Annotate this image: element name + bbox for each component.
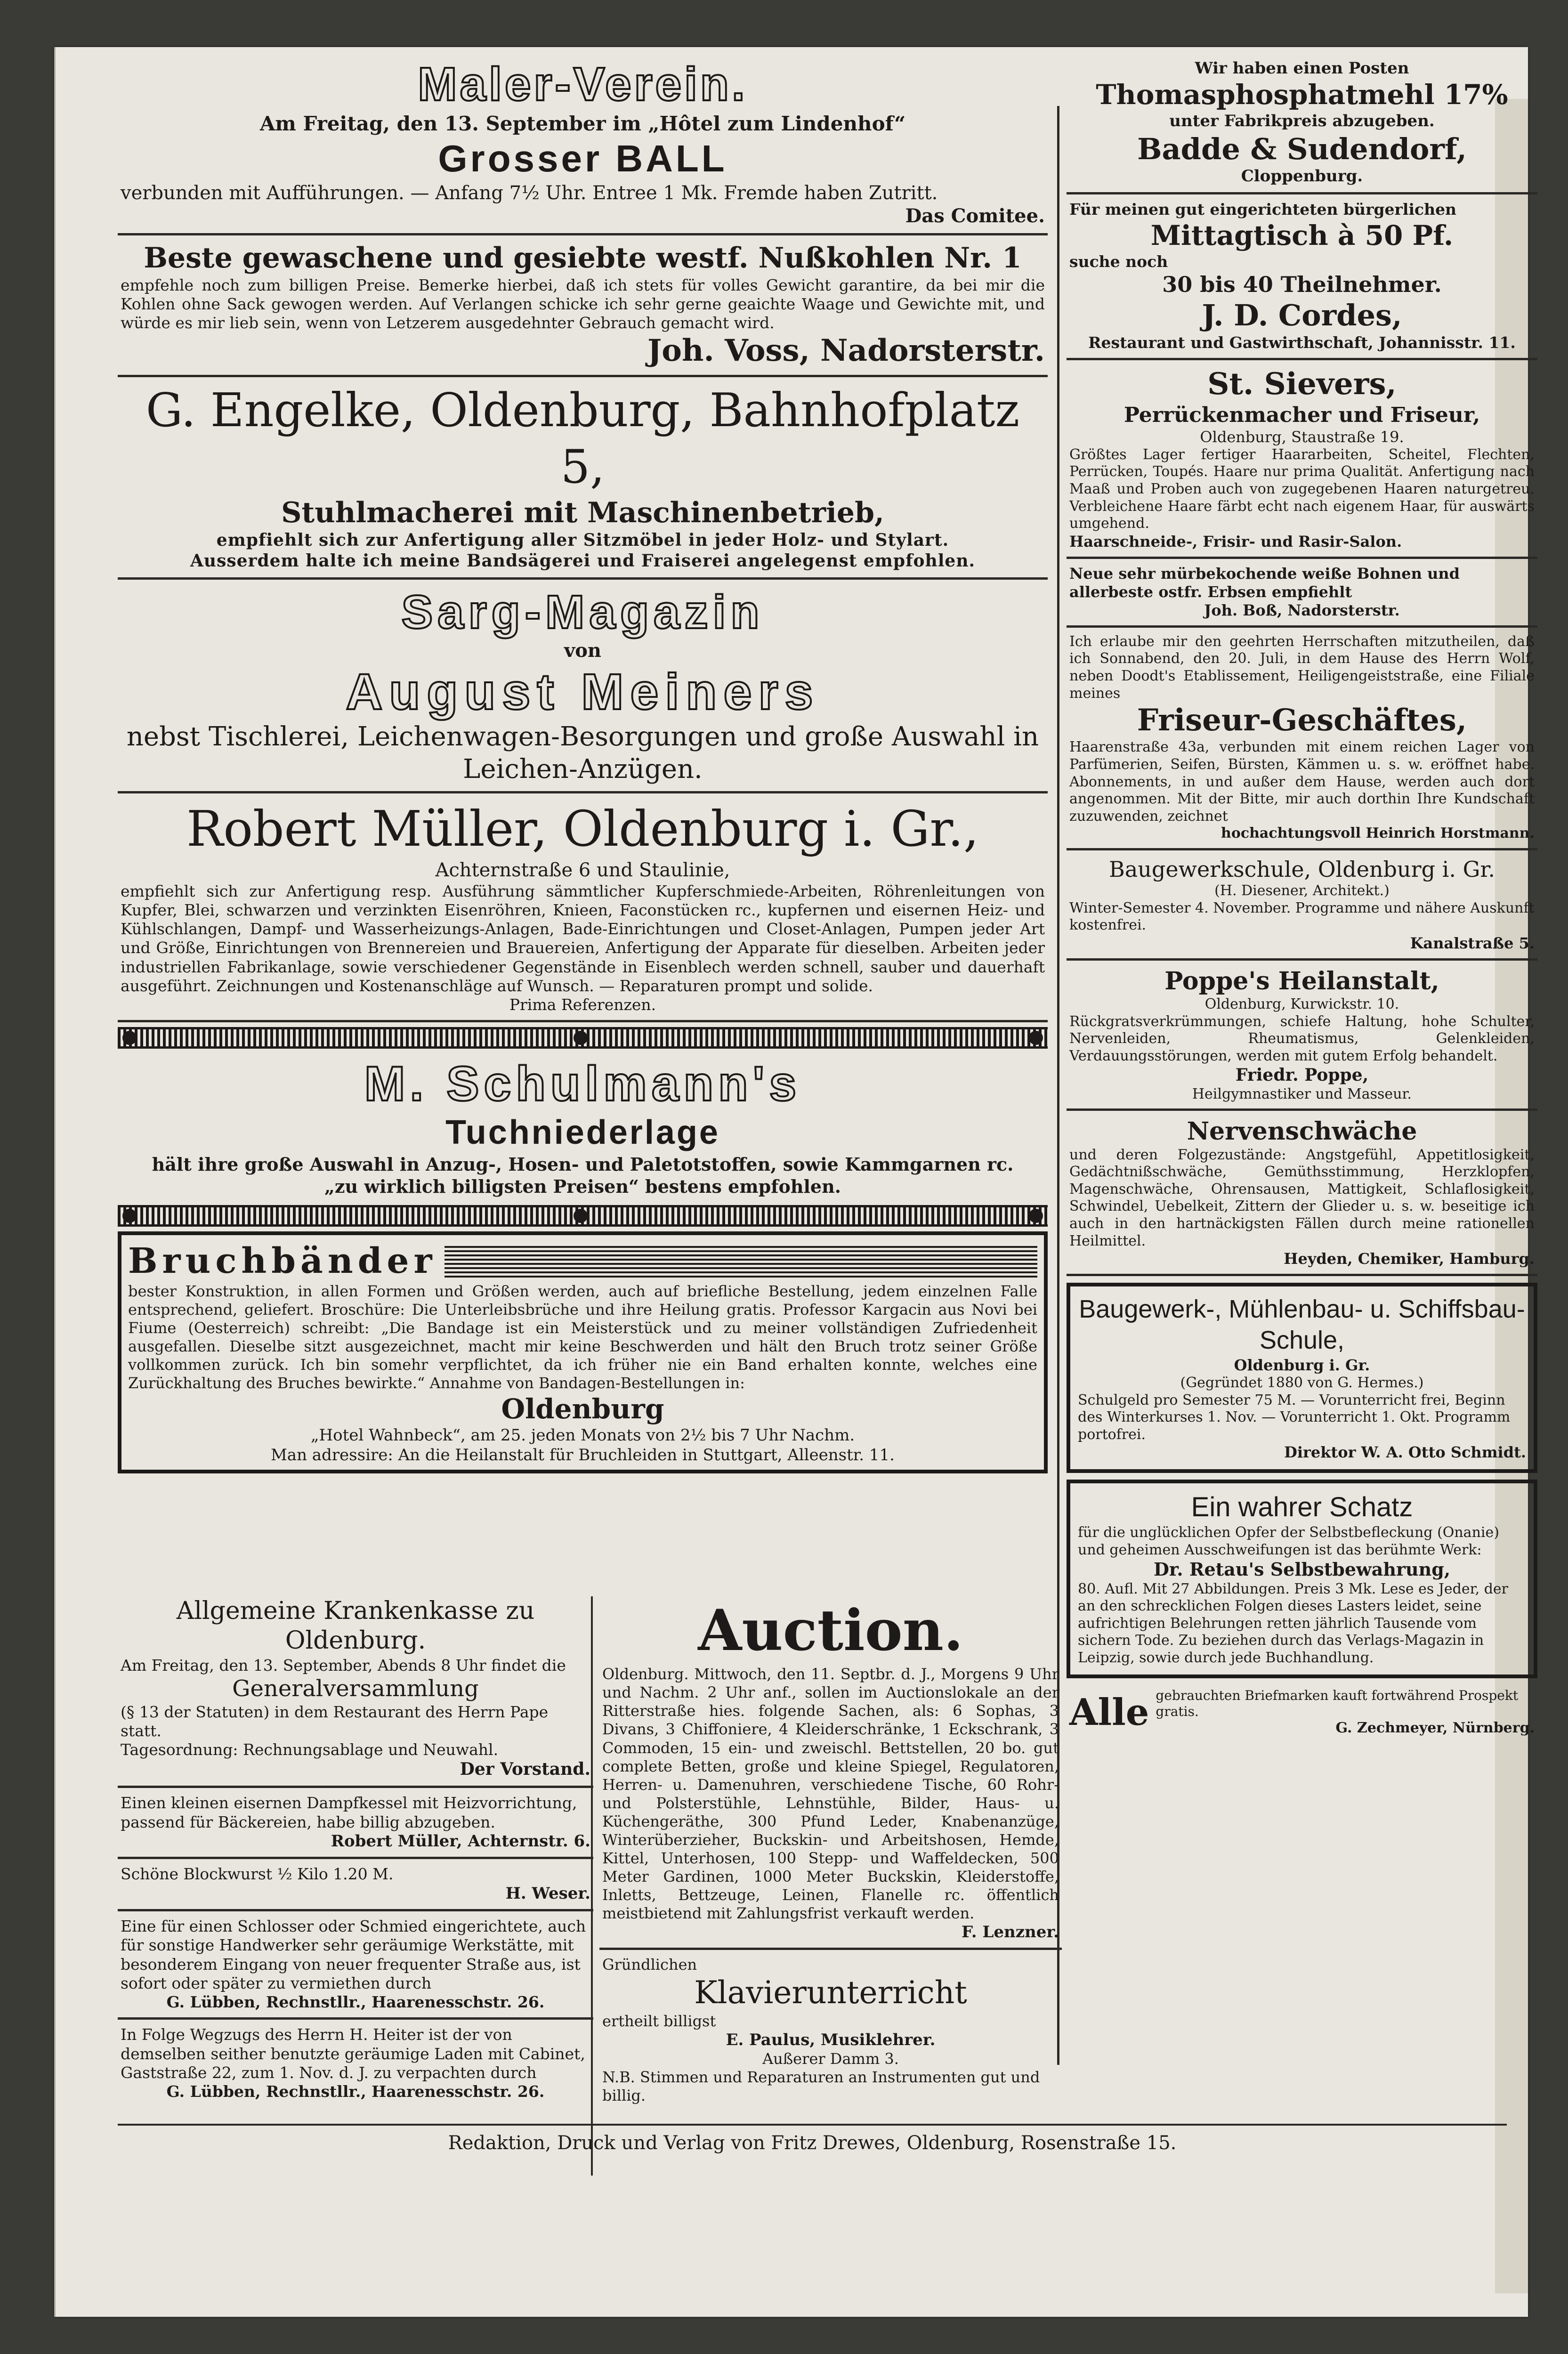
thomas-line5: Cloppenburg. [1241,167,1363,186]
sievers-text: Größtes Lager fertiger Haararbeiten, Scheitel, Flechten, Perrücken, Toupés. Haare nur prima Qualität. Anfertigung nach Maaß und Proben auch von zugegebenen Haaren naturgetreu. Verbleichene Haare färbt echt nach eigenem Haar, für auswärts umgehend. [1069,446,1535,532]
friseur-text2: Haarenstraße 43a, verbunden mit einem reichen Lager von Parfümerien, Seifen, Bürsten, Kämmen u. s. w. eröffnet habe. Abonnements, in und außer dem Hause, werden auch dort angenommen. Mit der Bitte, mir auch dorthin Ihre Kundschaft zuzuwenden, zeichnet [1069,739,1535,825]
thomas-line3: unter Fabrikpreis abzugeben. [1169,112,1435,131]
auction-text: Oldenburg. Mittwoch, den 11. Septbr. d. J., Morgens 9 Uhr und Nachm. 2 Uhr anf., sollen im Auctionslokale an der Ritterstraße hies. folgende Sachen, als: 6 Sophas, 3 Divans, 3 Chiffoniere, 4 Kleiderschränke, 1 Eckschrank, 3 Commoden, 15 ein- und zweischl. Bettstellen, 20 bo. gut complete Betten, große und kleine Spiegel, Regulatoren, Herren- u. Damenuhren, verschiedene Tische, 60 Rohr- und Polsterstühle, Lehnstühle, Bilder, Haus- u. Küchengeräthe, 300 Pfund Leder, Knabenanzüge, Winterüberzieher, Buckskin- und Arbeitshosen, Hemde, Kittel, Unterhosen, 100 Stepp- und Waffeldecken, 500 Meter Gardinen, 1000 Meter Buckskin, Kleiderstoffe, Inletts, Bettzeuge, Leinen, Flanelle rc. öffentlich meistbietend mit Zahlungsfrist verkauft werden. [602,1665,1059,1922]
schulmann-line4: „zu wirklich billigsten Preisen“ bestens empfohlen. [324,1175,841,1197]
schulmann-line3: hält ihre große Auswahl in Anzug-, Hosen- und Paletotstoffen, sowie Kammgarnen rc. [152,1154,1014,1175]
ad-maler-verein [118,52,1048,235]
sarg-von: von [564,639,601,662]
wurst-text: Schöne Blockwurst ½ Kilo 1.20 M. [121,1865,394,1884]
ad-alle-briefmarken [1067,1685,1537,1740]
laden-sign: G. Lübben, Rechnstllr., Haarenesschstr. 26. [166,2082,545,2101]
ad-baugewerkschule [1067,850,1537,961]
voss-headline: Beste gewaschene und gesiebte westf. Nußkohlen Nr. 1 [144,242,1022,275]
werk-sign: G. Lübben, Rechnstllr., Haarenesschstr. 26. [166,1993,545,2012]
laden-text: In Folge Wegzugs des Herrn H. Heiter ist der von demselben seither benutzte geräumige Laden mit Cabinet, Gaststraße 22, zum 1. Nov. d. J. zu verpachten durch [121,2025,585,2082]
klavier-pre: Gründlichen [602,1956,697,1974]
sievers-sub: Perrückenmacher und Friseur, [1123,403,1480,428]
sarg-text: nebst Tischlerei, Leichenwagen-Besorgungen und große Auswahl in Leichen-Anzügen. [126,721,1039,785]
ad-dampfkessel [118,1788,593,1859]
ad-poppe [1067,961,1537,1111]
schatz-text: für die unglücklichen Opfer der Selbstbefleckung (Onanie) und geheimen Ausschweifungen ist das berühmte Werk: [1078,1524,1499,1558]
ad-wahrer-schatz [1067,1480,1537,1678]
bruch-address: Man adressire: An die Heilanstalt für Bruchleiden in Stuttgart, Alleenstr. 11. [270,1445,895,1464]
klavier-sign2: Außerer Damm 3. [762,2050,899,2068]
auction-title: Auction. [698,1597,963,1664]
kasse-title: Allgemeine Krankenkasse zu Oldenburg. [176,1597,535,1655]
schatz-text2: 80. Aufl. Mit 27 Abbildungen. Preis 3 Mk. Lese es Jeder, der an den schrecklichen Folgen dieses Lasters leidet, seine aufrichtigen Belehrungen retten jährlich Tausende vom sichern Tode. Zu beziehen durch das Verlags-Magazin in Leipzig, sowie durch jede Buchhandlung. [1078,1580,1508,1666]
ad-voss [118,235,1048,377]
kasse-sign: Der Vorstand. [460,1759,590,1780]
maler-title: Maler-Verein. [418,58,748,111]
engelke-title: G. Engelke, Oldenburg, Bahnhofplatz 5, [145,384,1020,494]
friseur-sign: hochachtungsvoll Heinrich Horstmann. [1221,825,1535,842]
engelke-line4: Ausserdem halte ich meine Bandsägerei und Fraiserei angelegenst empfohlen. [190,550,976,571]
wurst-sign: H. Weser. [505,1884,590,1903]
sievers-title: St. Sievers, [1207,366,1397,402]
mschule-founded: (Gegründet 1880 von G. Hermes.) [1180,1374,1424,1391]
dampf-text: Einen kleinen eisernen Dampfkessel mit Heizvorrichtung, passend für Bäckereien, habe billig abzugeben. [121,1794,577,1831]
mschule-city: Oldenburg i. Gr. [1234,1356,1370,1374]
klavier-text: ertheilt billigst [602,2012,716,2030]
poppe-text: Rückgratsverkrümmungen, schiefe Haltung, hohe Schulter, Nervenleiden, Rheumatismus, Gelenkleiden, Verdauungsstörungen, werden mit gutem Erfolg behandelt. [1069,1013,1535,1065]
ad-werkstaette [118,1911,593,2020]
sievers-salon: Haarschneide-, Frisir- und Rasir-Salon. [1069,532,1402,550]
poppe-title: Poppe's Heilanstalt, [1164,966,1439,995]
ad-bruchbaender [118,1231,1048,1473]
sarg-title: Sarg-Magazin [401,585,764,639]
klavier-sign: E. Paulus, Musiklehrer. [726,2030,936,2049]
maler-line1: Am Freitag, den 13. September im „Hôtel zum Lindenhof“ [259,112,906,135]
nerven-text: und deren Folgezustände: Angstgefühl, Appetitlosigkeit, Gedächtnißschwäche, Gemüthsstimmung, Herzklopfen, Magenschwäche, Ohrensausen, Mattigkeit, Schlaflosigkeit, Schwindel, Uebelkeit, Zittern der Glieder u. s. w. beseitige ich auch in den hartnäckigsten Fällen durch meine rationellen Heilmittel. [1069,1146,1535,1249]
schatz-book: Dr. Retau's Selbstbewahrung, [1153,1559,1451,1580]
ad-thomasphosphat [1067,59,1537,194]
nerven-title: Nervenschwäche [1187,1117,1417,1146]
friseur-text: Ich erlaube mir den geehrten Herrschaften mitzutheilen, daß ich Sonnabend, den 20. Juli, in dem Hause des Herrn Wolf, neben Doodt's Etablissement, Heiligengeiststraße, eine Filiale meines [1069,633,1535,702]
ad-mittagtisch [1067,194,1537,360]
bruch-hotel: „Hotel Wahnbeck“, am 25. jeden Monats von 2½ bis 7 Uhr Nachm. [310,1426,855,1445]
ad-nervenschwaeche [1067,1111,1537,1276]
right-column [1067,59,1537,2041]
poppe-address: Oldenburg, Kurwickstr. 10. [1204,996,1399,1013]
alle-word: Alle [1069,1691,1149,1734]
kasse-text: Am Freitag, den 13. September, Abends 8 Uhr findet die [121,1656,566,1674]
kasse-text2: (§ 13 der Statuten) in dem Restaurant des Herrn Pape statt. [121,1702,549,1740]
lower-left-subcolumn [118,1596,593,2176]
mittag-line4: 30 bis 40 Theilnehmer. [1162,272,1442,298]
ad-auction [599,1596,1062,1950]
sarg-name: August Meiners [346,663,820,720]
mittag-line5: J. D. Cordes, [1202,298,1402,333]
mittag-line2: Mittagtisch à 50 Pf. [1150,219,1454,252]
baugew-text: Winter-Semester 4. November. Programme und nähere Auskunft kostenfrei. [1069,899,1535,934]
kasse-text3: Tagesordnung: Rechnungsablage und Neuwahl. [121,1740,499,1759]
bruch-title: Bruchbänder [128,1240,437,1281]
bohnen-sign: Joh. Boß, Nadorsterstr. [1204,601,1400,619]
bohnen-text: Neue sehr mürbekochende weiße Bohnen und allerbeste ostfr. Erbsen empfiehlt [1069,564,1460,601]
maler-line3: verbunden mit Aufführungen. — Anfang 7½ Uhr. Entree 1 Mk. Fremde haben Zutritt. [121,182,938,204]
mschule-title: Baugewerk-, Mühlenbau- u. Schiffsbau-Schule, [1079,1295,1525,1355]
mittag-line6: Restaurant und Gastwirthschaft, Johannisstr. 11. [1088,333,1516,352]
baugew-sub: (H. Diesener, Architekt.) [1214,882,1390,899]
hatched-bar [445,1245,1038,1278]
ad-friseur-filiale [1067,628,1537,850]
ad-laden [118,2020,593,2107]
ad-sarg-magazin [118,580,1048,793]
ad-schulmann [118,1053,1048,1200]
mueller-text: empfiehlt sich zur Anfertigung resp. Ausführung sämmtlicher Kupferschmiede-Arbeiten, Röhrenleitungen von Kupfer, Blei, schwarzen und verzinkten Eisenröhren, Knieen, Faconstücken rc., kupfernen und eisernen Heiz- und Kühlschlangen, Dampf- und Wasserheizungs-Anlagen, Bade-Einrichtungen und Closet-Anlagen, Pumpen jeder Art und Größe, Einrichtungen von Brennereien und Brauereien, Anfertigung der Apparate für dieselben. Arbeiten jeder industriellen Fabrikanlage, sowie verschiedener Gegenstände in Eisenblech werden schnell, sauber und dauerhaft ausgeführt. Zeichnungen und Kostenanschläge auf Wunsch. — Reparaturen prompt und solide. [121,882,1045,995]
baugew-title: Baugewerkschule, Oldenburg i. Gr. [1109,856,1495,882]
klavier-title: Klavierunterricht [694,1974,967,2011]
dampf-sign: Robert Müller, Achternstr. 6. [331,1831,590,1851]
poppe-sign: Friedr. Poppe, [1235,1065,1369,1085]
engelke-line3: empfiehlt sich zur Anfertigung aller Sitzmöbel in jeder Holz- und Stylart. [216,530,949,550]
schulmann-sub: Tuchniederlage [445,1114,720,1152]
thomas-line1: Wir haben einen Posten [1195,59,1409,78]
alle-sign: G. Zechmeyer, Nürnberg. [1335,1719,1535,1736]
engelke-sub: Stuhlmacherei mit Maschinenbetrieb, [281,496,884,529]
ad-engelke [118,377,1048,579]
voss-sign: Joh. Voss, Nadorsterstr. [647,333,1045,369]
baugew-sign: Kanalstraße 5. [1410,934,1535,952]
mueller-ref: Prima Referenzen. [509,995,656,1014]
ornament-divider-2 [118,1205,1048,1227]
klavier-note: N.B. Stimmen und Reparaturen an Instrumenten gut und billig. [602,2068,1040,2105]
werk-text: Eine für einen Schlosser oder Schmied eingerichtete, auch für sonstige Handwerker sehr geräumige Werkstätte, mit besonderem Eingang von neuer frequenter Straße aus, ist sofort oder später zu vermiethen durch [121,1917,586,1992]
schulmann-title: M. Schulmann's [364,1057,801,1112]
thomas-line2: Thomasphosphatmehl 17% [1096,79,1508,111]
mueller-address: Achternstraße 6 und Staulinie, [435,859,730,881]
bruch-city: Oldenburg [501,1393,664,1425]
poppe-sign2: Heilgymnastiker und Masseur. [1192,1085,1412,1102]
auction-sign: F. Lenzner. [962,1922,1059,1941]
voss-text: empfehle noch zum billigen Preise. Bemerke hierbei, daß ich stets für volles Gewicht garantire, da bei mir die Kohlen ohne Sack gewogen werden. Auf Verlangen schicke ich sehr gerne geaichte Waage und Gewichte mit, und würde es mir lieb sein, wenn von Letzerem ausgedehnter Gebrauch gemacht wird. [121,275,1045,332]
ad-klavier [599,1950,1062,2111]
thomas-line4: Badde & Sudendorf, [1137,131,1467,166]
ad-blockwurst [118,1859,593,1911]
mschule-text: Schulgeld pro Semester 75 M. — Vorunterricht frei, Beginn des Winterkurses 1. Nov. — Vorunterricht 1. Okt. Programm portofrei. [1078,1391,1511,1443]
ornament-divider [118,1027,1048,1049]
mueller-title: Robert Müller, Oldenburg i. Gr., [186,800,979,857]
imprint-footer: Redaktion, Druck und Verlag von Fritz Drewes, Oldenburg, Rosenstraße 15. [118,2124,1507,2154]
maler-sign: Das Comitee. [905,204,1045,227]
ad-bohnen [1067,559,1537,628]
kasse-head: Generalversammlung [232,1675,479,1702]
lower-middle-subcolumn [591,1596,1062,2176]
ad-robert-mueller [118,793,1048,1022]
mschule-sign: Direktor W. A. Otto Schmidt. [1284,1443,1526,1462]
schatz-title: Ein wahrer Schatz [1191,1492,1413,1523]
ad-sievers [1067,360,1537,559]
mittag-line1: Für meinen gut eingerichteten bürgerlichen [1069,200,1457,218]
mittag-line3: suche noch [1069,252,1168,271]
bruch-text: bester Konstruktion, in allen Formen und Größen werden, auch auf briefliche Bestellung, jedem einzelnen Falle entsprechend, geliefert. Broschüre: Die Unterleibsbrüche und ihre Heilung gratis. Professor Kargacin aus Novi bei Fiume (Oesterreich) schreibt: „Die Bandage ist ein Meisterstück und zu meiner vollständigen Zufriedenheit ausgefallen. Dieselbe sitzt ausgezeichnet, macht mir keine Beschwerden und hält den Bruch trotz seiner Größe vollkommen zurück. Ich bin somehr verpflichtet, da ich früher nie ein Band erhalten konnte, welches eine Zurückhaltung des Bruches bewirkte.“ Annahme von Bandagen-Bestellungen in: [128,1282,1037,1392]
ad-krankenkasse [118,1596,593,1788]
alle-text: gebrauchten Briefmarken kauft fortwährend Prospekt gratis. [1156,1687,1519,1719]
sievers-address: Oldenburg, Staustraße 19. [1200,428,1404,446]
friseur-title: Friseur-Geschäftes, [1137,703,1467,738]
nerven-sign: Heyden, Chemiker, Hamburg. [1284,1250,1535,1268]
maler-ball: Grosser BALL [438,138,727,180]
ad-muehlenbau-schule [1067,1283,1537,1473]
